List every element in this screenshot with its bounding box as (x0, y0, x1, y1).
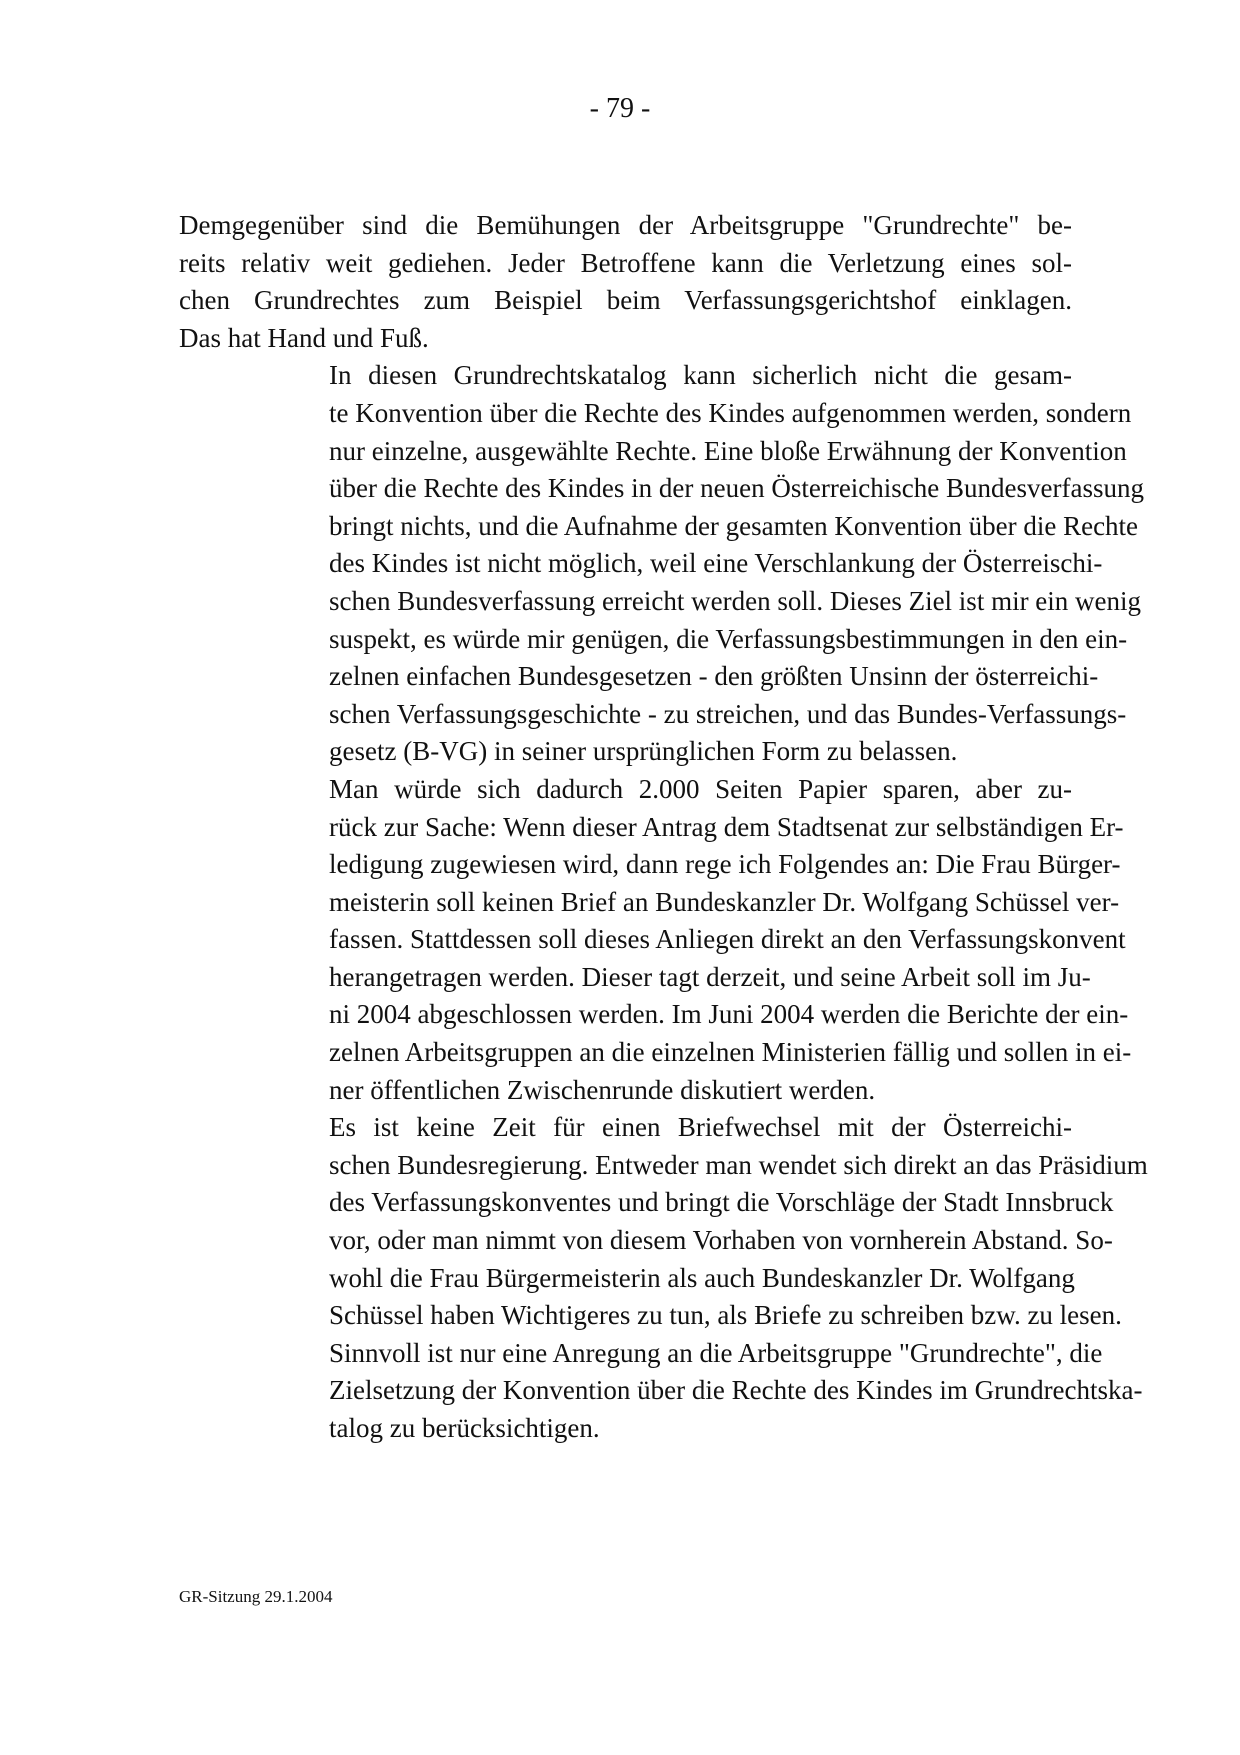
text-line: Es ist keine Zeit für einen Briefwechsel mit der Österreichi- (329, 1112, 1072, 1143)
text-line: schen Bundesverfassung erreicht werden soll. Dieses Ziel ist mir ein wenig (329, 585, 1142, 616)
text-line: meisterin soll keinen Brief an Bundeskanzler Dr. Wolfgang Schüssel ver- (329, 886, 1120, 917)
body-text (179, 207, 1148, 1448)
text-line: wohl die Frau Bürgermeisterin als auch Bundeskanzler Dr. Wolfgang (329, 1262, 1075, 1293)
text-line: zelnen einfachen Bundesgesetzen - den größten Unsinn der österreichi- (329, 661, 1099, 692)
text-line: ner öffentlichen Zwischenrunde diskutiert werden. (329, 1074, 876, 1105)
text-line: ledigung zugewiesen wird, dann rege ich Folgendes an: Die Frau Bürger- (329, 849, 1121, 880)
paragraph (179, 1109, 1148, 1447)
paragraph (179, 357, 1144, 771)
text-line: zelnen Arbeitsgruppen an die einzelnen Ministerien fällig und sollen in ei- (329, 1037, 1132, 1068)
text-line: Das hat Hand und Fuß. (179, 322, 429, 353)
text-line: suspekt, es würde mir genügen, die Verfassungsbestimmungen in den ein- (329, 623, 1128, 654)
text-line: Sinnvoll ist nur eine Anregung an die Arbeitsgruppe "Grundrechte", die (329, 1337, 1103, 1368)
text-line: Man würde sich dadurch 2.000 Seiten Papier sparen, aber zu- (329, 773, 1072, 804)
text-line: talog zu berücksichtigen. (329, 1413, 600, 1443)
text-line: schen Bundesregierung. Entweder man wendet sich direkt an das Präsidium (329, 1149, 1148, 1180)
text-line: Schüssel haben Wichtigeres zu tun, als Briefe zu schreiben bzw. zu lesen. (329, 1300, 1122, 1331)
text-line: des Verfassungskonventes und bringt die Vorschläge der Stadt Innsbruck (329, 1187, 1114, 1218)
footer-session-date: GR-Sitzung 29.1.2004 (179, 1587, 333, 1606)
text-line: ni 2004 abgeschlossen werden. Im Juni 2004 werden die Berichte der ein- (329, 999, 1129, 1030)
text-line: vor, oder man nimmt von diesem Vorhaben von vornherein Abstand. So- (329, 1225, 1113, 1256)
text-line: fassen. Stattdessen soll dieses Anliegen direkt an den Verfassungskonvent (329, 924, 1126, 955)
text-line: nur einzelne, ausgewählte Rechte. Eine bloße Erwähnung der Konvention (329, 435, 1127, 466)
text-line: reits relativ weit gediehen. Jeder Betroffene kann die Verletzung eines sol- (179, 247, 1072, 278)
page-number: - 79 - (589, 93, 651, 124)
text-line: bringt nichts, und die Aufnahme der gesamten Konvention über die Rechte (329, 510, 1139, 541)
text-line: rück zur Sache: Wenn dieser Antrag dem Stadtsenat zur selbständigen Er- (329, 811, 1124, 842)
text-line: des Kindes ist nicht möglich, weil eine Verschlankung der Österreischi- (329, 548, 1103, 579)
text-line: te Konvention über die Rechte des Kindes aufgenommen werden, sondern (329, 397, 1132, 428)
text-line: Demgegenüber sind die Bemühungen der Arbeitsgruppe "Grundrechte" be- (179, 210, 1072, 240)
paragraph (179, 771, 1132, 1109)
text-line: chen Grundrechtes zum Beispiel beim Verfassungsgerichtshof einklagen. (179, 285, 1072, 316)
text-line: In diesen Grundrechtskatalog kann sicherlich nicht die gesam- (329, 360, 1072, 391)
text-line: über die Rechte des Kindes in der neuen Österreichische Bundesverfassung (329, 473, 1144, 504)
paragraph (179, 207, 1072, 357)
text-line: schen Verfassungsgeschichte - zu streichen, und das Bundes-Verfassungs- (329, 698, 1127, 729)
text-line: gesetz (B-VG) in seiner ursprünglichen Form zu belassen. (329, 736, 958, 767)
text-line: Zielsetzung der Konvention über die Rechte des Kindes im Grundrechtska- (329, 1375, 1143, 1406)
text-line: herangetragen werden. Dieser tagt derzeit, und seine Arbeit soll im Ju- (329, 961, 1091, 992)
